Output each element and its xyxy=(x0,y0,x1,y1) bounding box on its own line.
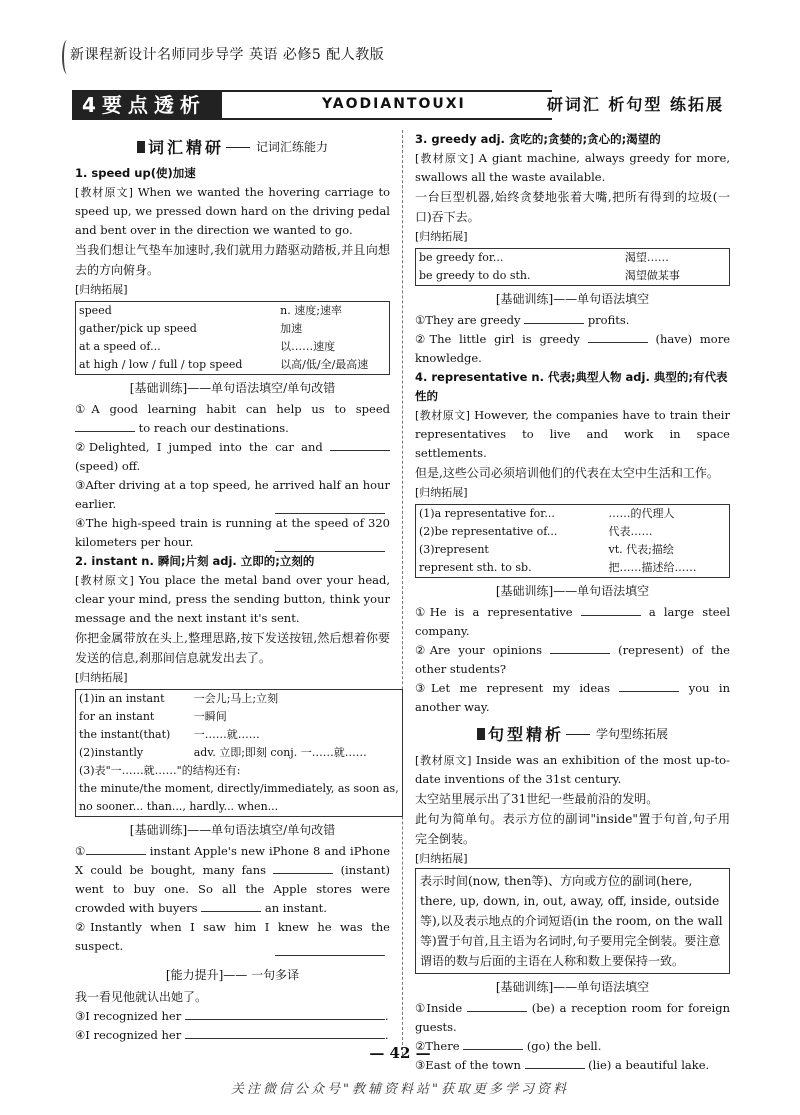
sentence-section-title: 句型精析 学句型练拓展 xyxy=(415,717,730,751)
greedy-expansion-table: be greedy for... 渴望…… be greedy to do sth. 渴望做某事 xyxy=(415,248,730,286)
practice-heading: [基础训练]——单句语法填空 xyxy=(495,292,650,306)
answer-blank[interactable] xyxy=(467,1000,527,1012)
answer-blank[interactable] xyxy=(619,680,679,692)
title-rule xyxy=(566,734,590,735)
running-header: 新课程新设计名师同步导学 英语 必修5 配人教版 xyxy=(70,47,385,63)
page-number: — 42 — xyxy=(369,1044,431,1062)
column-divider xyxy=(402,130,403,1055)
answer-blank[interactable] xyxy=(588,331,648,343)
answer-blank[interactable] xyxy=(550,642,610,654)
answer-blank[interactable] xyxy=(581,604,641,616)
banner-title: 4要点透析 xyxy=(72,90,222,120)
practice-heading: [基础训练]——单句语法填空 xyxy=(495,980,650,994)
answer-blank[interactable] xyxy=(273,862,333,874)
left-column xyxy=(75,130,399,1045)
vocab-section-title: 词汇精研 记词汇练能力 xyxy=(75,130,390,164)
section-banner xyxy=(72,90,730,120)
banner-slogan: 研词汇 析句型 练拓展 xyxy=(546,95,724,114)
practice-heading: [基础训练]——单句语法填空/单句改错 xyxy=(129,823,336,837)
answer-blank[interactable] xyxy=(330,439,390,451)
vocab-item-instant: 2. instant n. 瞬间;片刻 adj. 立即的;立刻的 [教材原文] You place the metal band over your head, clear your mind, press the sending button, think your message and the next instant it's sent. 你把金属带放在头上,整理思路,按下发送按钮,然后想着你要发送的信息,刹那间信息就发出去了。 [归纳拓展] (1)in an instant 一会儿;马上;立刻 for an instant 一瞬间 the instant(that) 一……就…… (2)instantly adv. 立即;即刻 conj. 一……就…… (3)表"一……就……"的结构还有: the minute/the moment, directly/immediately, as soon as, no sooner... than..., hardly... when... [基础训练]——单句语法填空/单句改错 ① instant Apple's new iPhone 8 and iPhone X could be bought, many fans (instant) went to buy one. So all the Apple stores were crowded with buyers an instant. ②Instantly when I saw him I knew he was the suspect. [能力提升]—— 一句多译 我一看见他就认出她了。 ③I recognized her . ④I recognized her . xyxy=(75,552,390,1045)
instant-expansion-table: (1)in an instant 一会儿;马上;立刻 for an instant 一瞬间 the instant(that) 一……就…… (2)instantly adv. 立即;即刻 conj. 一……就…… (3)表"一……就……"的结构还有: the minute/the moment, directly/immediately, as soon as, no sooner... than..., hardly... when... xyxy=(75,689,403,817)
answer-blank[interactable] xyxy=(86,843,146,855)
practice-heading: [基础训练]——单句语法填空/单句改错 xyxy=(129,381,336,395)
answer-line[interactable] xyxy=(275,954,385,956)
vocab-item-greedy: 3. greedy adj. 贪吃的;贪婪的;贪心的;渴望的 [教材原文] A giant machine, always greedy for more, swallows all the waste available. 一台巨型机器,始终贪婪地张着大嘴,把所有得到的垃圾(一口)吞下去。 [归纳拓展] be greedy for... 渴望…… be greedy to do sth. 渴望做某事 [基础训练]——单句语法填空 ①They are greedy profits. ②The little girl is greedy (have) more knowledge. xyxy=(415,132,731,365)
right-column xyxy=(415,130,730,1075)
title-rule xyxy=(226,147,250,148)
bullet-icon xyxy=(137,141,145,153)
speed-expansion-table: speed n. 速度;速率 gather/pick up speed 加速 at a speed of... 以……速度 at high / low / full / top speed 以高/低/全/最高速 xyxy=(75,301,390,375)
sentence-section: 句型精析 学句型练拓展 [教材原文] Inside was an exhibition of the most up-to-date inventions of the 31st century. 太空站里展示出了31世纪一些最前沿的发明。 此句为简单句。表示方位的副词"inside"置于句首,句子用完全倒装。 [归纳拓展] 表示时间(now, then等)、方向或方位的副词(here, there, up, down, in, out, away, off, inside, outside等),以及表示地点的介词短语(in the room, on the wall等)置于句首,且主语为名词时,句子要用完全倒装。要注意谓语的数与后面的主语在人称和数上要保持一致。 [基础训练]——单句语法填空 ①Inside (be) a reception room for foreign guests. ②There (go) the bell. ③East of the town (lie) a beautiful lake. xyxy=(415,717,730,1075)
answer-blank[interactable] xyxy=(201,900,261,912)
answer-blank[interactable] xyxy=(524,312,584,324)
answer-blank[interactable] xyxy=(75,420,135,432)
inversion-note-box: 表示时间(now, then等)、方向或方位的副词(here, there, up, down, in, out, away, off, inside, outside等),以及表示地点的介词短语(in the room, on the wall等)置于句首,且主语为名词时,句子要用完全倒装。要注意谓语的数与后面的主语在人称和数上要保持一致。 xyxy=(415,868,730,974)
answer-blank[interactable] xyxy=(185,1008,385,1020)
banner-pinyin-text: YAODIANTOUXI xyxy=(322,96,466,112)
representative-expansion-table: (1)a representative for... ……的代理人 (2)be representative of... 代表…… (3)represent vt. 代表;描绘 represent sth. to sb. 把……描述给…… xyxy=(415,504,730,578)
footer-watermark: 关注微信公众号"教辅资料站"获取更多学习资料 xyxy=(231,1082,569,1097)
bullet-icon xyxy=(477,728,485,740)
vocab-item-representative: 4. representative n. 代表;典型人物 adj. 典型的;有代表性的 [教材原文] However, the companies have to train their representatives to live and work in space settlements. 但是,这些公司必须培训他们的代表在太空中生活和工作。 [归纳拓展] (1)a representative for... ……的代理人 (2)be representative of... 代表…… (3)represent vt. 代表;描绘 represent sth. to sb. 把……描述给…… [基础训练]——单句语法填空 ①He is a representative a large steel company. ②Are your opinions (represent) of the other students? ③Let me represent my ideas you in another way. xyxy=(415,370,731,714)
practice-heading: [基础训练]——单句语法填空 xyxy=(495,584,650,598)
answer-blank[interactable] xyxy=(185,1027,385,1039)
vocab-item-speed-up: 1. speed up(使)加速 [教材原文] When we wanted the hovering carriage to speed up, we pressed down hard on the driving pedal and bent over in the direction we wanted to go. 当我们想让气垫车加速时,我们就用力踏驱动踏板,并且向想去的方向俯身。 [归纳拓展] speed n. 速度;速率 gather/pick up speed 加速 at a speed of... 以……速度 at high / low / full / top speed 以高/低/全/最高速 [基础训练]——单句语法填空/单句改错 ①A good learning habit can help us to speed to reach our destinations. ②Delighted, I jumped into the car and (speed) off. ③After driving at a top speed, he arrived half an hour earlier. ④The high-speed train is running at the speed of 320 kilometers per hour. xyxy=(75,164,390,552)
ability-heading: [能力提升]—— 一句多译 xyxy=(165,968,300,982)
